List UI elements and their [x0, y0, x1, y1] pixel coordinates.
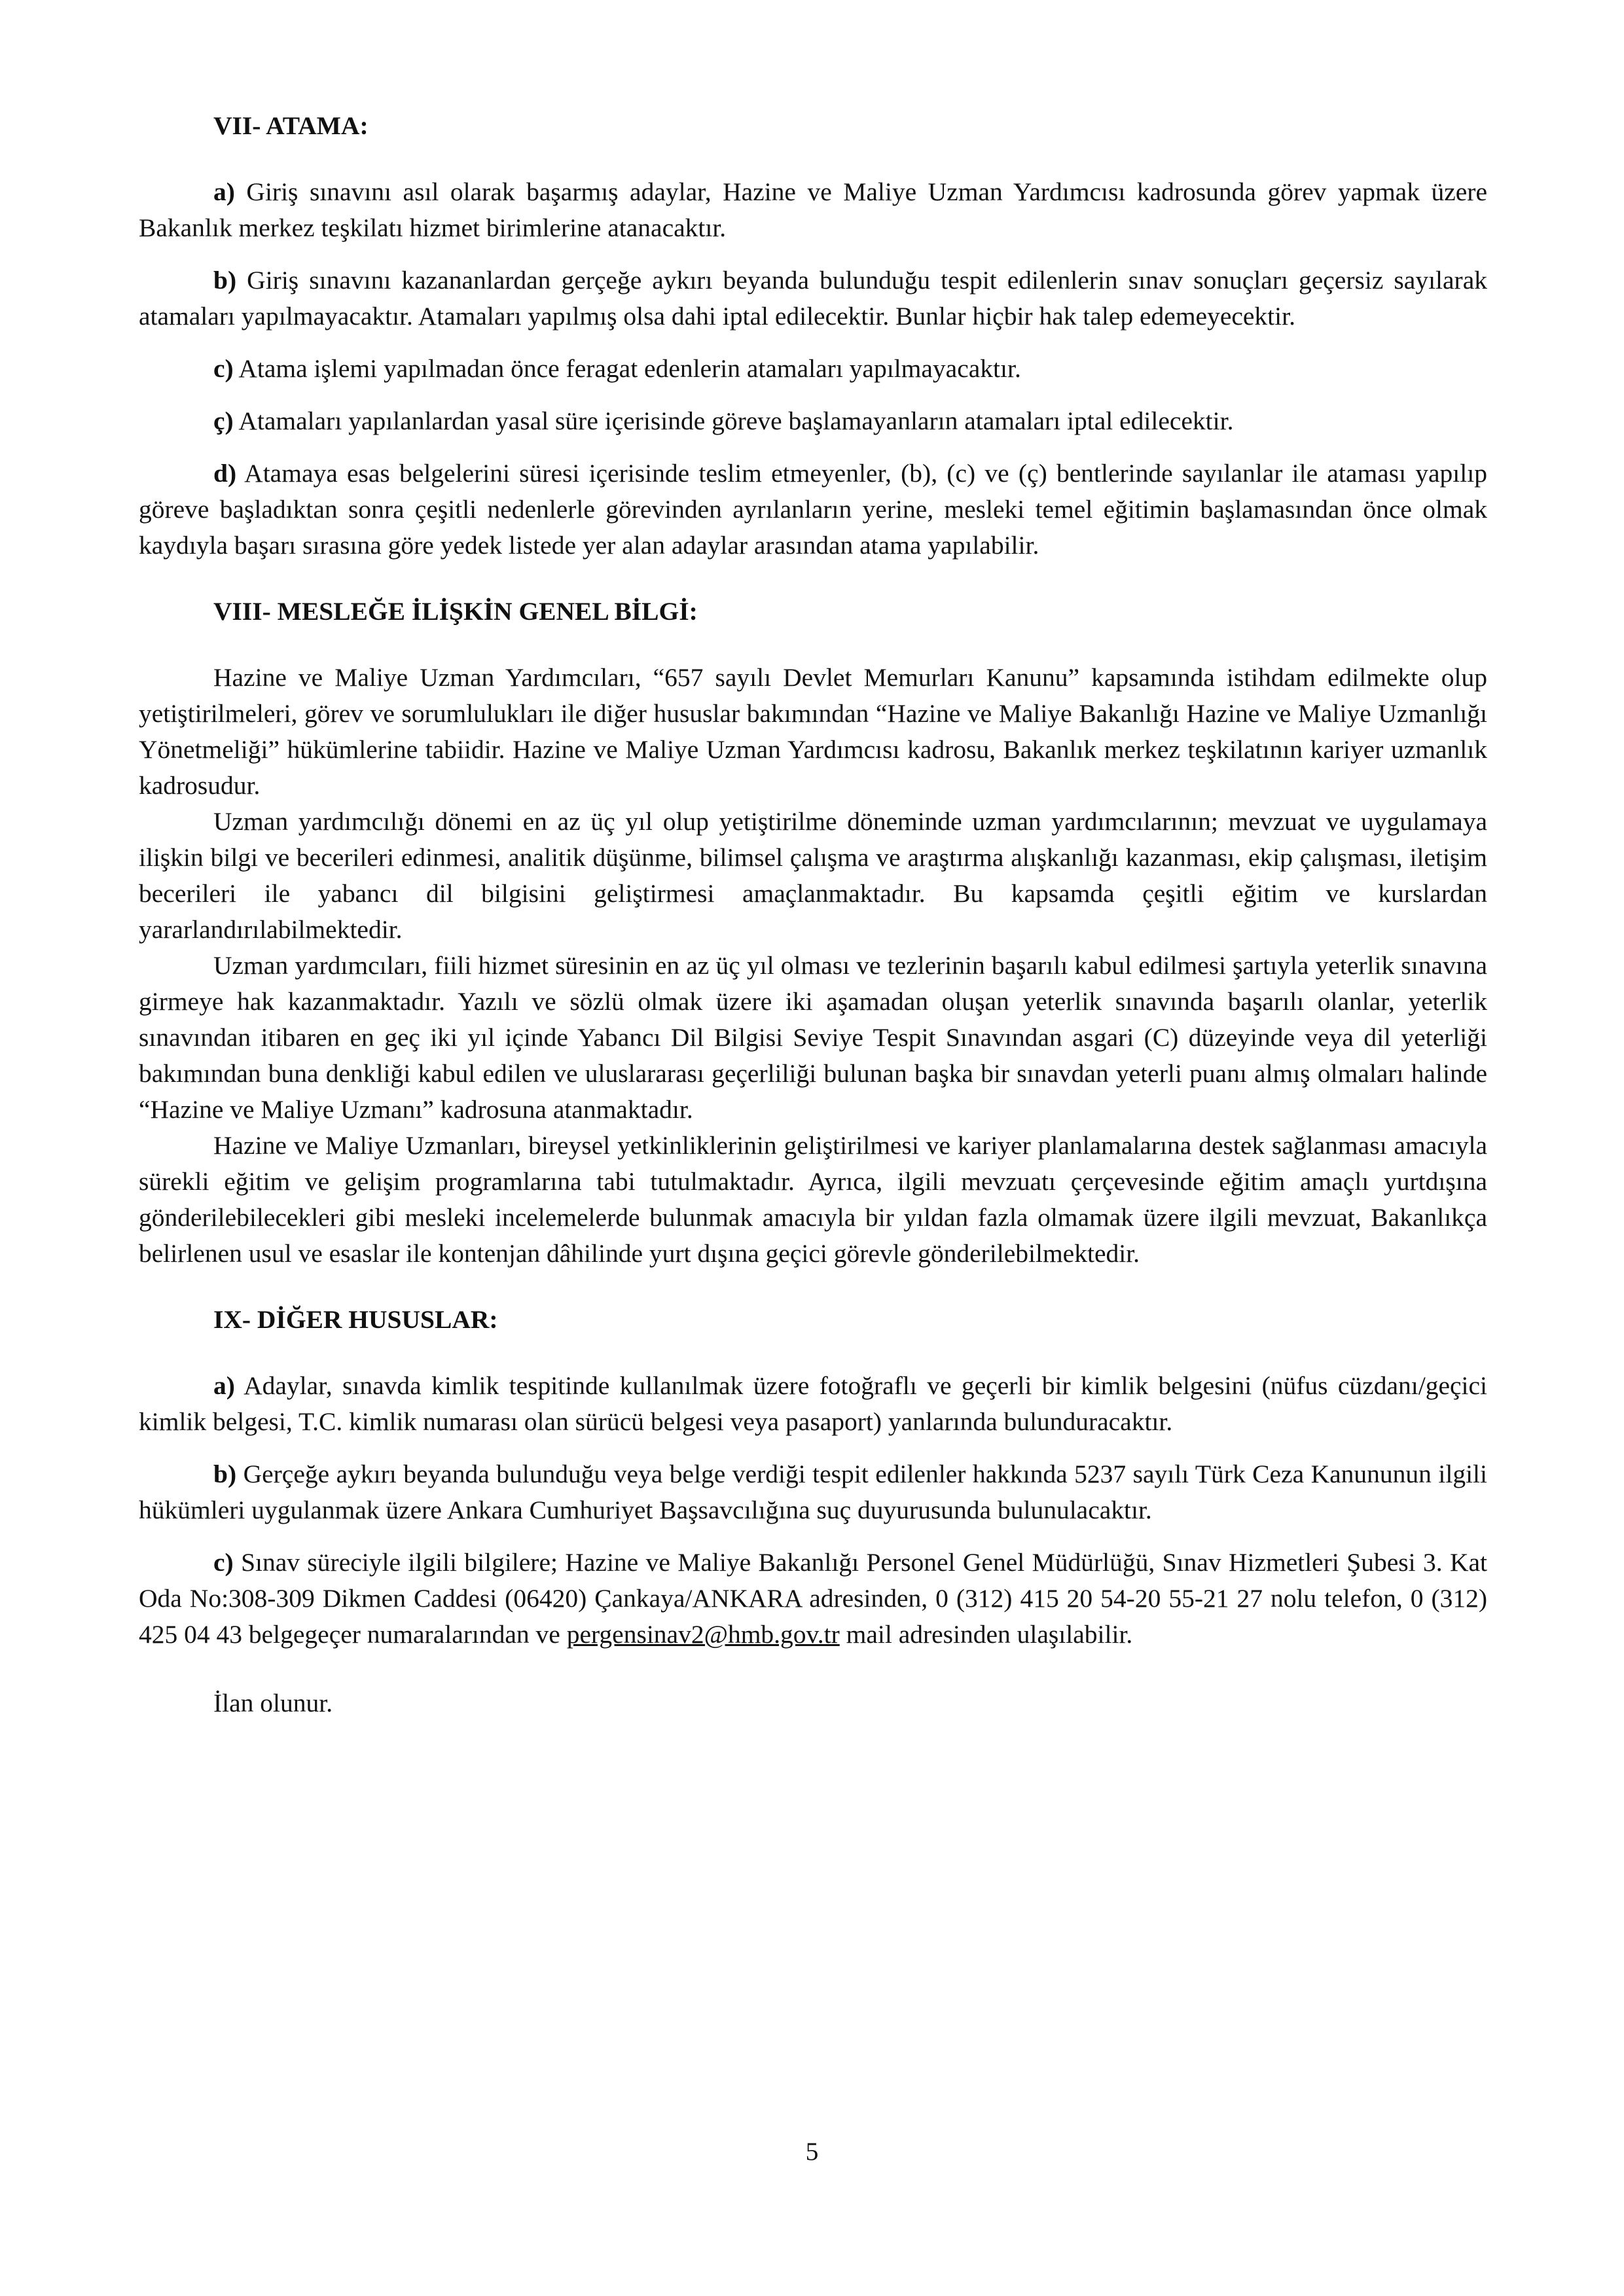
para-text: Atama işlemi yapılmadan önce feragat edenlerin atamaları yapılmayacaktır.	[233, 354, 1021, 383]
atama-para-a	[139, 174, 1487, 246]
para-text: Adaylar, sınavda kimlik tespitinde kullanılmak üzere fotoğraflı ve geçerli bir kimlik belgesini (nüfus cüzdanı/geçici kimlik belgesi, T.C. kimlik numarası olan sürücü belgesi veya pasaport) yanlarında bulunduracaktır.	[139, 1371, 1487, 1436]
section-heading-diger: IX- DİĞER HUSUSLAR:	[213, 1305, 498, 1334]
contact-text: Sınav süreciyle ilgili bilgilere; Hazine ve Maliye Bakanlığı Personel Genel Müdürlüğü, Sınav Hizmetleri Şubesi 3. Kat Oda No:308-309 Dikmen Caddesi (06420) Çankaya/ANKARA adresinden, 0 (312) 415 20 54-20 55-21 27 nolu telefon, 0 (312) 425 04 43 belgegeçer numaralarından ve	[139, 1548, 1487, 1649]
email-link[interactable]: pergensinav2@hmb.gov.tr	[566, 1620, 840, 1649]
item-marker: d)	[213, 459, 237, 488]
section-heading-meslek: VIII- MESLEĞE İLİŞKİN GENEL BİLGİ:	[213, 597, 698, 626]
para-text: Gerçeğe aykırı beyanda bulunduğu veya belge verdiği tespit edilenler hakkında 5237 sayılı Türk Ceza Kanununun ilgili hükümleri uygulanmak üzere Ankara Cumhuriyet Başsavcılığına suç duyurusunda bulunulacaktır.	[139, 1460, 1487, 1524]
item-marker: a)	[213, 1371, 235, 1400]
contact-text-end: mail adresinden ulaşılabilir.	[839, 1620, 1133, 1649]
para-text: Atamaya esas belgelerini süresi içerisinde teslim etmeyenler, (b), (c) ve (ç) bentlerinde sayılanlar ile ataması yapılıp göreve başladıktan sonra çeşitli nedenlerle görevinden ayrılanların yerine, mesleki temel eğitimin başlamasından önce olmak kaydıyla başarı sırasına göre yedek listede yer alan adaylar arasından atama yapılabilir.	[139, 459, 1487, 560]
item-marker: a)	[213, 177, 235, 206]
document-body	[139, 108, 1487, 1721]
atama-para-cc	[139, 403, 1487, 439]
item-marker: ç)	[213, 406, 234, 435]
atama-para-d	[139, 456, 1487, 564]
para-text: Giriş sınavını asıl olarak başarmış adaylar, Hazine ve Maliye Uzman Yardımcısı kadrosunda görev yapmak üzere Bakanlık merkez teşkilatı hizmet birimlerine atanacaktır.	[139, 177, 1487, 242]
item-marker: c)	[213, 354, 234, 383]
meslek-para-1: Hazine ve Maliye Uzman Yardımcıları, “657 sayılı Devlet Memurları Kanunu” kapsamında istihdam edilmekte olup yetiştirilmeleri, görev ve sorumlulukları ile diğer hususlar bakımından “Hazine ve Maliye Bakanlığı Hazine ve Maliye Uzmanlığı Yönetmeliği” hükümlerine tabiidir. Hazine ve Maliye Uzman Yardımcısı kadrosu, Bakanlık merkez teşkilatının kariyer uzmanlık kadrosudur.	[139, 663, 1487, 800]
section-heading-atama: VII- ATAMA:	[213, 111, 369, 140]
atama-para-c	[139, 351, 1487, 387]
diger-para-c-contact	[139, 1545, 1487, 1653]
closing-statement: İlan olunur.	[213, 1689, 333, 1717]
diger-para-b	[139, 1456, 1487, 1528]
meslek-para-3: Uzman yardımcıları, fiili hizmet süresinin en az üç yıl olması ve tezlerinin başarılı kabul edilmesi şartıyla yeterlik sınavına girmeye hak kazanmaktadır. Yazılı ve sözlü olmak üzere iki aşamadan oluşan yeterlik sınavında başarılı olanlar, yeterlik sınavından itibaren en geç iki yıl içinde Yabancı Dil Bilgisi Seviye Tespit Sınavından asgari (C) düzeyinde veya dil yeterliği bakımından buna denkliği kabul edilen ve uluslararası geçerliliği bulunan başka bir sınavdan yeterli puanı almış olmaları halinde “Hazine ve Maliye Uzmanı” kadrosuna atanmaktadır.	[139, 951, 1487, 1124]
item-marker: c)	[213, 1548, 234, 1577]
para-text: Giriş sınavını kazananlardan gerçeğe aykırı beyanda bulunduğu tespit edilenlerin sınav sonuçları geçersiz sayılarak atamaları yapılmayacaktır. Atamaları yapılmış olsa dahi iptal edilecektir. Bunlar hiçbir hak talep edemeyecektir.	[139, 266, 1487, 331]
meslek-para-4: Hazine ve Maliye Uzmanları, bireysel yetkinliklerinin geliştirilmesi ve kariyer planlamalarına destek sağlanması amacıyla sürekli eğitim ve gelişim programlarına tabi tutulmaktadır. Ayrıca, ilgili mevzuatı çerçevesinde eğitim amaçlı yurtdışına gönderilebilecekleri gibi mesleki incelemelerde bulunmak amacıyla bir yıldan fazla olmamak üzere ilgili mevzuat, Bakanlıkça belirlenen usul ve esaslar ile kontenjan dâhilinde yurt dışına geçici görevle gönderilebilmektedir.	[139, 1131, 1487, 1268]
meslek-para-2: Uzman yardımcılığı dönemi en az üç yıl olup yetiştirilme döneminde uzman yardımcılarının; mevzuat ve uygulamaya ilişkin bilgi ve becerileri edinmesi, analitik düşünme, bilimsel çalışma ve araştırma alışkanlığı kazanması, ekip çalışması, iletişim becerileri ile yabancı dil bilgisini geliştirmesi amaçlanmaktadır. Bu kapsamda çeşitli eğitim ve kurslardan yararlandırılabilmektedir.	[139, 807, 1487, 944]
item-marker: b)	[213, 1460, 237, 1488]
item-marker: b)	[213, 266, 237, 295]
atama-para-b	[139, 262, 1487, 334]
diger-para-a	[139, 1368, 1487, 1440]
para-text: Atamaları yapılanlardan yasal süre içerisinde göreve başlamayanların atamaları iptal edilecektir.	[233, 406, 1234, 435]
page-number: 5	[805, 2137, 819, 2166]
